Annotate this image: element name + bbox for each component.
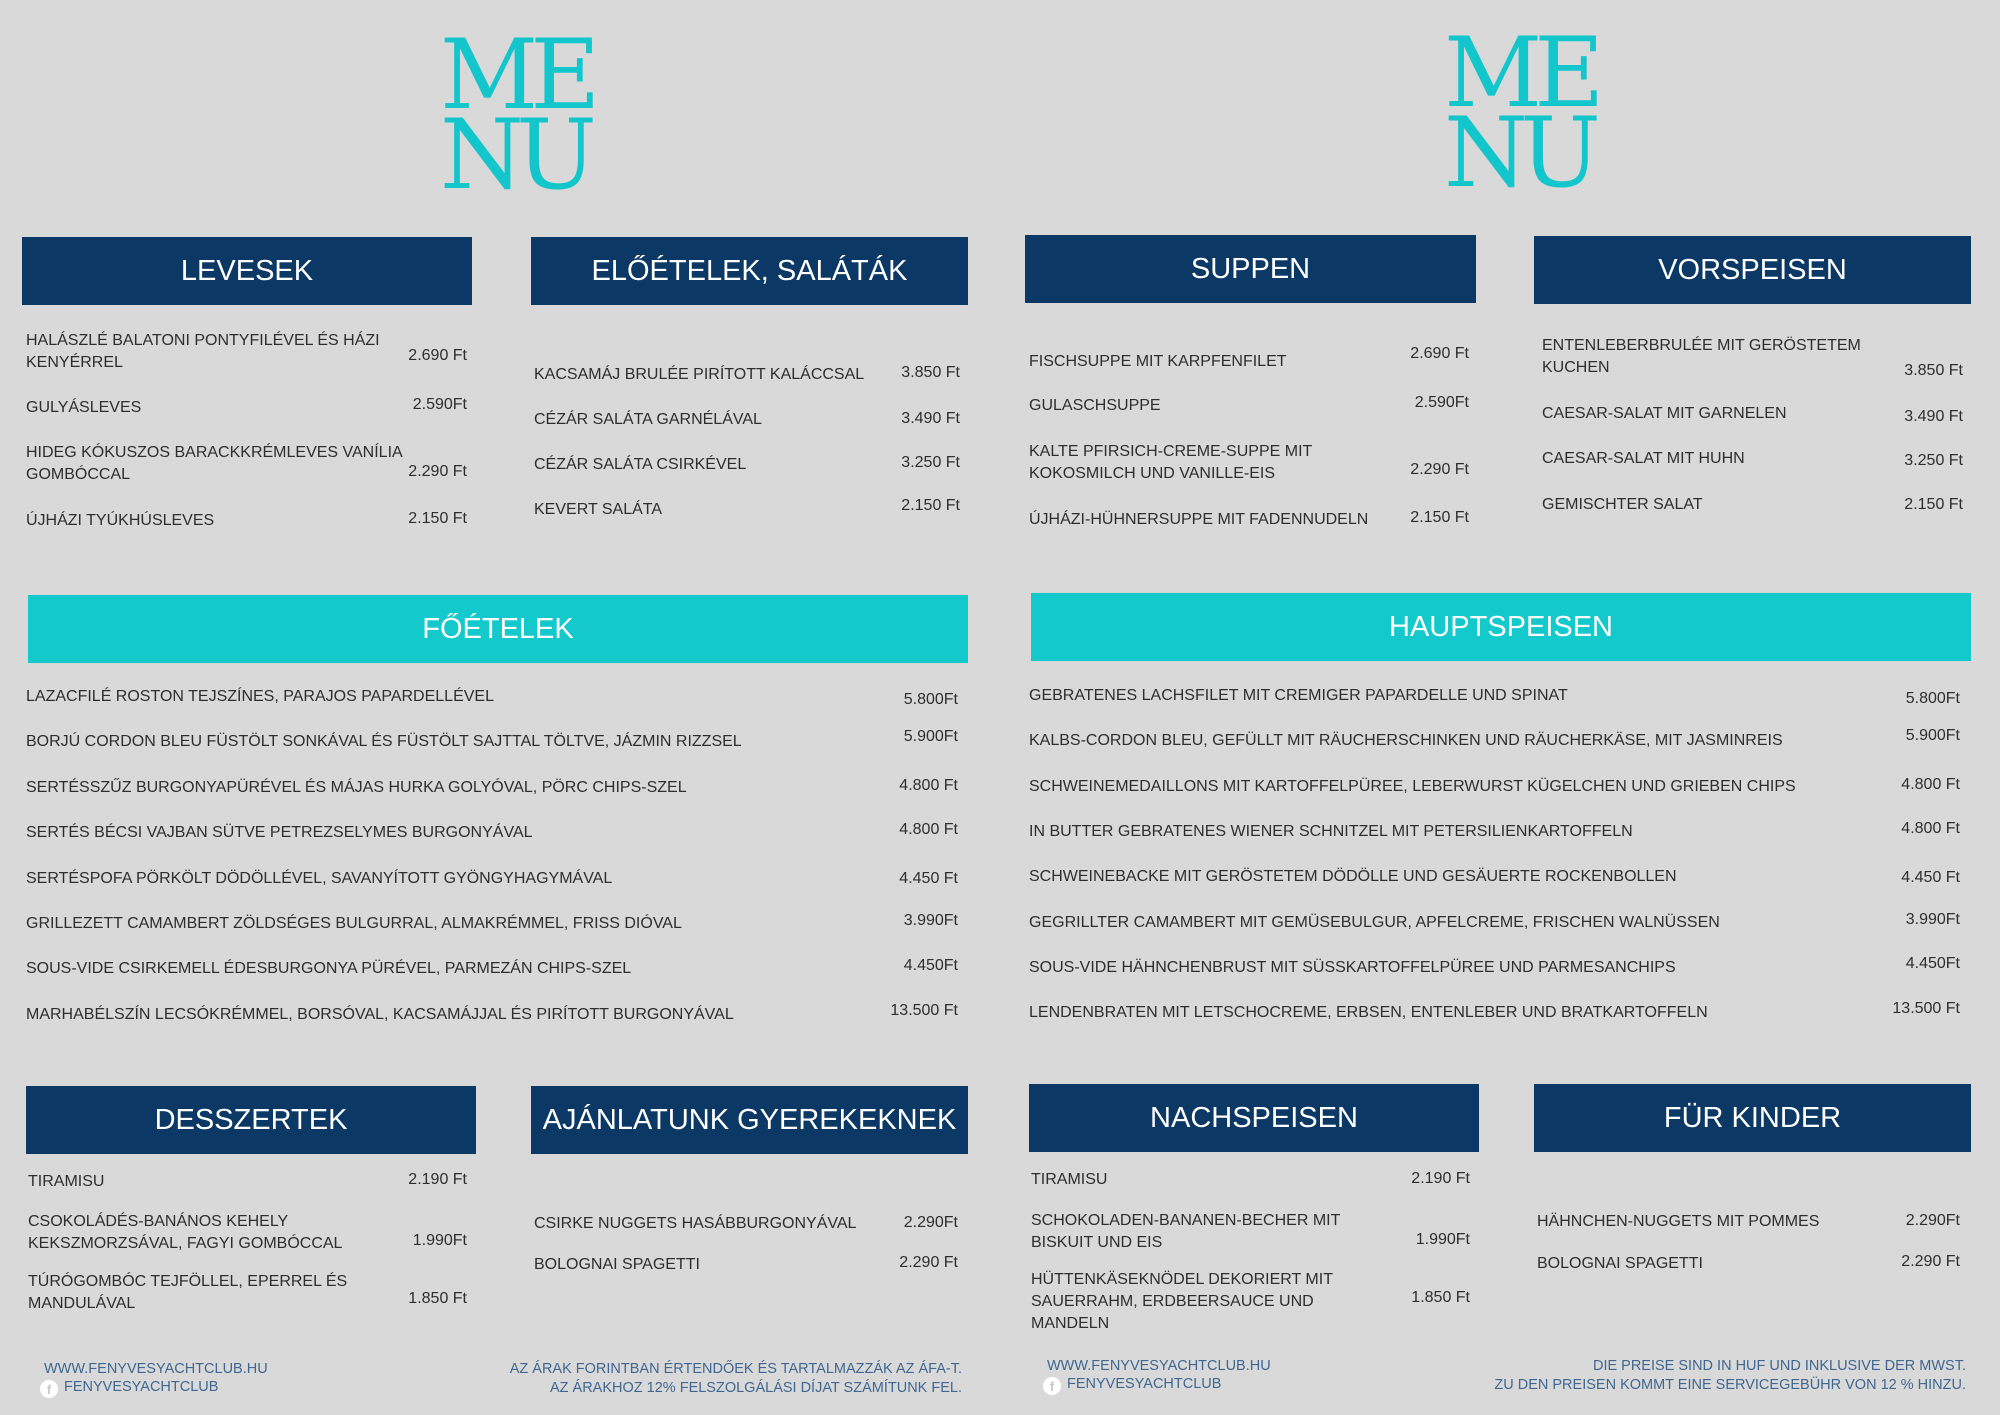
menu-item-price: 3.990Ft: [1905, 911, 1960, 928]
menu-item: SCHWEINEMEDAILLONS MIT KARTOFFELPÜREE, LEBERWURST KÜGELCHEN UND GRIEBEN CHIPS: [1029, 778, 1796, 795]
section-header-gyerek: [531, 1086, 968, 1154]
menu-item-price: 2.150 Ft: [408, 510, 467, 527]
footer-note-left: [500, 1360, 962, 1398]
menu-item: SOUS-VIDE CSIRKEMELL ÉDESBURGONYA PÜRÉVEL, PARMEZÁN CHIPS-SZEL: [26, 960, 632, 977]
menu-item-price: 1.990Ft: [412, 1232, 467, 1249]
section-header-kinder: [1534, 1084, 1971, 1152]
section-header-nachspeisen: [1029, 1084, 1479, 1152]
menu-item: TIRAMISU: [1031, 1171, 1108, 1188]
menu-item: HÜTTENKÄSEKNÖDEL DEKORIERT MIT SAUERRAHM, ERDBEERSAUCE UND MANDELN: [1031, 1271, 1333, 1332]
menu-item-price: 3.850 Ft: [1904, 362, 1963, 379]
menu-item: HIDEG KÓKUSZOS BARACKKRÉMLEVES VANÍLIA GOMBÓCCAL: [26, 444, 402, 483]
menu-item-price: 3.850 Ft: [901, 364, 960, 381]
menu-item-price: 2.590Ft: [412, 396, 467, 413]
menu-item-price: 2.190 Ft: [408, 1171, 467, 1188]
footer-facebook-right[interactable]: [1043, 1375, 1221, 1395]
logo-line-1: ME: [1444, 17, 1597, 129]
menu-item-price: 1.850 Ft: [408, 1290, 467, 1307]
footer-note-line: ZU DEN PREISEN KOMMT EINE SERVICEGEBÜHR VON 12 % HINZU.: [1494, 1377, 1966, 1393]
section-title: LEVESEK: [180, 254, 314, 287]
menu-item: GRILLEZETT CAMAMBERT ZÖLDSÉGES BULGURRAL, ALMAKRÉMMEL, FRISS DIÓVAL: [26, 915, 682, 932]
menu-item: KALBS-CORDON BLEU, GEFÜLLT MIT RÄUCHERSCHINKEN UND RÄUCHERKÄSE, MIT JASMINREIS: [1029, 732, 1783, 749]
menu-item: HALÁSZLÉ BALATONI PONTYFILÉVEL ÉS HÁZI KENYÉRREL: [26, 332, 380, 371]
menu-item-price: 2.290Ft: [903, 1214, 958, 1231]
footer-note-right: [1480, 1357, 1966, 1395]
menu-item-price: 1.850 Ft: [1411, 1289, 1470, 1306]
section-header-vorspeisen: [1534, 236, 1971, 304]
menu-item-price: 1.990Ft: [1415, 1231, 1470, 1248]
section-title: FŐÉTELEK: [422, 612, 574, 645]
section-header-foetelek: [28, 595, 968, 663]
menu-logo-left: [440, 19, 593, 211]
facebook-icon: f: [1043, 1377, 1061, 1395]
menu-item: BORJÚ CORDON BLEU FÜSTÖLT SONKÁVAL ÉS FÜSTÖLT SAJTTAL TÖLTVE, JÁZMIN RIZZSEL: [26, 733, 742, 750]
menu-item-price: 5.800Ft: [1905, 690, 1960, 707]
menu-item-price: 4.450Ft: [903, 957, 958, 974]
section-header-hauptspeisen: [1031, 593, 1971, 661]
menu-item: GULASCHSUPPE: [1029, 397, 1161, 414]
menu-item: GULYÁSLEVES: [26, 399, 142, 416]
menu-item-price: 13.500 Ft: [1892, 1000, 1960, 1017]
menu-item: HÄHNCHEN-NUGGETS MIT POMMES: [1537, 1213, 1820, 1230]
menu-item-price: 3.490 Ft: [1904, 408, 1963, 425]
menu-item: GEMISCHTER SALAT: [1542, 496, 1703, 513]
menu-item: SERTÉSSZŰZ BURGONYAPÜRÉVEL ÉS MÁJAS HURKA GOLYÓVAL, PÖRC CHIPS-SZEL: [26, 779, 687, 796]
menu-item: CAESAR-SALAT MIT HUHN: [1542, 450, 1745, 467]
logo-line-2: NU: [1444, 97, 1593, 209]
menu-item-price: 4.450Ft: [1905, 955, 1960, 972]
menu-item: GEBRATENES LACHSFILET MIT CREMIGER PAPARDELLE UND SPINAT: [1029, 687, 1568, 704]
menu-item: GEGRILLTER CAMAMBERT MIT GEMÜSEBULGUR, APFELCREME, FRISCHEN WALNÜSSEN: [1029, 914, 1720, 931]
menu-item: SERTÉS BÉCSI VAJBAN SÜTVE PETREZSELYMES BURGONYÁVAL: [26, 824, 533, 841]
menu-item: SCHWEINEBACKE MIT GERÖSTETEM DÖDÖLLE UND GESÄUERTE ROCKENBOLLEN: [1029, 868, 1677, 885]
menu-item: CÉZÁR SALÁTA CSIRKÉVEL: [534, 456, 747, 473]
menu-item-price: 2.290 Ft: [1410, 461, 1469, 478]
section-title: AJÁNLATUNK GYEREKEKNEK: [542, 1103, 957, 1136]
menu-item: KALTE PFIRSICH-CREME-SUPPE MIT KOKOSMILCH UND VANILLE-EIS: [1029, 443, 1312, 482]
section-header-desszertek: [26, 1086, 476, 1154]
menu-item: ENTENLEBERBRULÉE MIT GERÖSTETEM KUCHEN: [1542, 337, 1861, 376]
menu-item: SERTÉSPOFA PÖRKÖLT DÖDÖLLÉVEL, SAVANYÍTOTT GYÖNGYHAGYMÁVAL: [26, 870, 613, 887]
menu-item: CAESAR-SALAT MIT GARNELEN: [1542, 405, 1787, 422]
menu-item-price: 2.690 Ft: [408, 347, 467, 364]
menu-item: BOLOGNAI SPAGETTI: [534, 1256, 700, 1273]
menu-item-price: 3.250 Ft: [901, 454, 960, 471]
menu-item-price: 3.490 Ft: [901, 410, 960, 427]
menu-item-price: 2.190 Ft: [1411, 1170, 1470, 1187]
menu-item-price: 5.800Ft: [903, 691, 958, 708]
menu-item: ÚJHÁZI-HÜHNERSUPPE MIT FADENNUDELN: [1029, 511, 1369, 528]
section-title: NACHSPEISEN: [1150, 1101, 1358, 1134]
menu-item: IN BUTTER GEBRATENES WIENER SCHNITZEL MIT PETERSILIENKARTOFFELN: [1029, 823, 1633, 840]
menu-item: CÉZÁR SALÁTA GARNÉLÁVAL: [534, 411, 762, 428]
section-title: ELŐÉTELEK, SALÁTÁK: [591, 254, 908, 287]
footer-website-left[interactable]: WWW.FENYVESYACHTCLUB.HU: [44, 1361, 268, 1377]
menu-item: LAZACFILÉ ROSTON TEJSZÍNES, PARAJOS PAPARDELLÉVEL: [26, 688, 494, 705]
menu-item: ÚJHÁZI TYÚKHÚSLEVES: [26, 512, 215, 529]
menu-item-price: 2.290Ft: [1905, 1212, 1960, 1229]
menu-item: CSIRKE NUGGETS HASÁBBURGONYÁVAL: [534, 1215, 857, 1232]
menu-item-price: 2.690 Ft: [1410, 345, 1469, 362]
section-title: VORSPEISEN: [1658, 253, 1847, 286]
section-header-levesek: [22, 237, 472, 305]
menu-item-price: 3.250 Ft: [1904, 452, 1963, 469]
menu-item-price: 4.800 Ft: [1901, 776, 1960, 793]
footer-note-line: AZ ÁRAK FORINTBAN ÉRTENDŐEK ÉS TARTALMAZZÁK AZ ÁFA-T.: [509, 1361, 962, 1377]
menu-item: KEVERT SALÁTA: [534, 501, 663, 518]
facebook-icon: f: [40, 1380, 58, 1398]
menu-item: SOUS-VIDE HÄHNCHENBRUST MIT SÜSSKARTOFFELPÜREE UND PARMESANCHIPS: [1029, 959, 1676, 976]
menu-item-price: 2.150 Ft: [1410, 509, 1469, 526]
footer-website-right[interactable]: WWW.FENYVESYACHTCLUB.HU: [1047, 1358, 1271, 1374]
section-title: SUPPEN: [1190, 252, 1311, 285]
section-title: HAUPTSPEISEN: [1389, 610, 1613, 643]
facebook-handle: FENYVESYACHTCLUB: [64, 1379, 219, 1395]
menu-item: MARHABÉLSZÍN LECSÓKRÉMMEL, BORSÓVAL, KACSAMÁJJAL ÉS PIRÍTOTT BURGONYÁVAL: [26, 1006, 734, 1023]
menu-item: BOLOGNAI SPAGETTI: [1537, 1255, 1703, 1272]
logo-line-2: NU: [440, 99, 589, 211]
menu-item-price: 2.290 Ft: [899, 1254, 958, 1271]
footer-facebook-left[interactable]: [40, 1378, 218, 1398]
menu-item: TIRAMISU: [28, 1173, 105, 1190]
logo-line-1: ME: [440, 19, 593, 131]
menu-item-price: 4.450 Ft: [1901, 869, 1960, 886]
menu-item-price: 2.290 Ft: [408, 463, 467, 480]
menu-item: LENDENBRATEN MIT LETSCHOCREME, ERBSEN, ENTENLEBER UND BRATKARTOFFELN: [1029, 1004, 1708, 1021]
footer-note-line: AZ ÁRAKHOZ 12% FELSZOLGÁLÁSI DÍJAT SZÁMÍTUNK FEL.: [549, 1380, 962, 1396]
menu-item-price: 2.590Ft: [1414, 394, 1469, 411]
menu-item: SCHOKOLADEN-BANANEN-BECHER MIT BISKUIT UND EIS: [1031, 1212, 1341, 1251]
menu-item: KACSAMÁJ BRULÉE PIRÍTOTT KALÁCCSAL: [534, 366, 865, 383]
menu-item-price: 2.150 Ft: [901, 497, 960, 514]
menu-item-price: 4.800 Ft: [1901, 820, 1960, 837]
menu-item-price: 4.800 Ft: [899, 777, 958, 794]
menu-item-price: 13.500 Ft: [890, 1002, 958, 1019]
footer-note-line: DIE PREISE SIND IN HUF UND INKLUSIVE DER MWST.: [1592, 1358, 1966, 1374]
menu-item: TÚRÓGOMBÓC TEJFÖLLEL, EPERREL ÉS MANDULÁVAL: [28, 1273, 348, 1312]
menu-item-price: 3.990Ft: [903, 912, 958, 929]
menu-item: FISCHSUPPE MIT KARPFENFILET: [1029, 353, 1287, 370]
section-title: DESSZERTEK: [154, 1103, 348, 1136]
menu-item-price: 5.900Ft: [903, 728, 958, 745]
menu-item-price: 4.450 Ft: [899, 870, 958, 887]
menu-logo-right: [1444, 17, 1597, 209]
menu-item-price: 2.150 Ft: [1904, 496, 1963, 513]
section-header-eloetelek: [531, 237, 968, 305]
menu-item-price: 2.290 Ft: [1901, 1253, 1960, 1270]
menu-item: CSOKOLÁDÉS-BANÁNOS KEHELY KEKSZMORZSÁVAL, FAGYI GOMBÓCCAL: [28, 1213, 343, 1252]
facebook-handle: FENYVESYACHTCLUB: [1067, 1376, 1222, 1392]
section-header-suppen: [1025, 235, 1476, 303]
section-title: FÜR KINDER: [1663, 1101, 1842, 1134]
menu-item-price: 5.900Ft: [1905, 727, 1960, 744]
menu-item-price: 4.800 Ft: [899, 821, 958, 838]
